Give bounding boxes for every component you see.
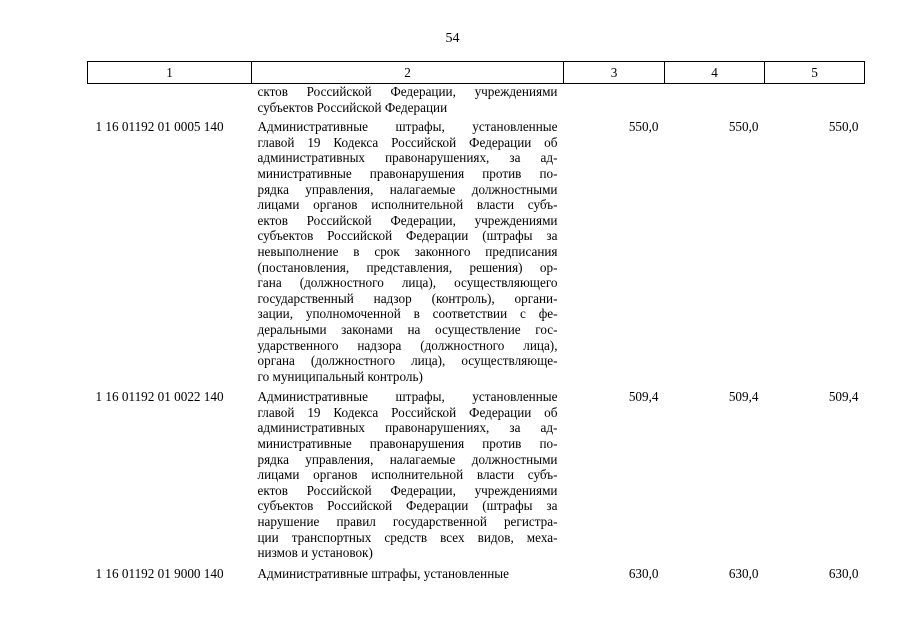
amount-column-5: 630,0: [828, 565, 859, 581]
column-header-3: 3: [564, 62, 665, 84]
description-line: ции транспортных средств всех видов, меха-: [257, 529, 558, 545]
column-header-1: 1: [88, 62, 252, 84]
page-number: 54: [445, 31, 460, 46]
description-line: невыполнение в срок законного предписания: [257, 243, 558, 259]
amount-column-5: 509,4: [828, 389, 859, 405]
description-line: низмов и установок): [257, 545, 373, 561]
description-line: нарушение правил государственной регистра-: [257, 514, 558, 530]
description-line: го муниципальный контроль): [257, 368, 423, 384]
description-line: зации, уполномоченной в соответствии с фе-: [257, 306, 558, 322]
description-line: деральными законами на осуществление гос-: [257, 321, 558, 337]
description-line: Административные штрафы, установленные: [257, 389, 558, 405]
description-line: субъектов Российской Федерации (штрафы за: [257, 228, 558, 244]
amount-column-4: 630,0: [728, 565, 759, 581]
table-row: [88, 562, 865, 583]
table-row: [88, 385, 865, 562]
description-line: административных правонарушениях, за ад-: [257, 150, 558, 166]
description-line: лицами органов исполнительной власти субъ-: [257, 197, 558, 213]
description-line: ектов Российской Федерации, учреждениями: [257, 482, 558, 498]
amount-column-3: 550,0: [628, 119, 659, 135]
description-line: ударственного надзора (должностного лица),: [257, 337, 558, 353]
description-line: сктов Российской Федерации, учреждениями: [257, 84, 558, 99]
description-line: министративные правонарушения против по-: [257, 165, 558, 181]
description-line: главой 19 Кодекса Российской Федерации об: [257, 404, 558, 420]
column-header-4: 4: [665, 62, 765, 84]
description-line: ектов Российской Федерации, учреждениями: [257, 212, 558, 228]
description-line: (постановления, представления, решения) ор-: [257, 259, 558, 275]
description-line: рядка управления, налагаемые должностными: [257, 181, 558, 197]
continuation-description: [252, 84, 564, 116]
description-line: рядка управления, налагаемые должностными: [257, 451, 558, 467]
description-line: Административные штрафы, установленные: [257, 119, 558, 135]
column-header-5: 5: [765, 62, 865, 84]
description-line: Административные штрафы, установленные: [257, 565, 509, 581]
description-line: гана (должностного лица), осуществляющего: [257, 275, 558, 291]
classification-code: 1 16 01192 01 0022 140: [95, 389, 224, 405]
table-row-continuation: [88, 84, 865, 116]
description-line: административных правонарушениях, за ад-: [257, 420, 558, 436]
amount-column-4: 550,0: [728, 119, 759, 135]
description-line: органа (должностного лица), осуществляюще-: [257, 353, 558, 369]
description-line: субъектов Российской Федерации: [257, 99, 448, 115]
table-header-row: [88, 62, 865, 84]
column-header-2: 2: [252, 62, 564, 84]
description-line: субъектов Российской Федерации (штрафы за: [257, 498, 558, 514]
description-line: главой 19 Кодекса Российской Федерации об: [257, 134, 558, 150]
amount-column-5: 550,0: [828, 119, 859, 135]
table-body: [88, 84, 865, 583]
row-description: [252, 562, 564, 583]
classification-code: 1 16 01192 01 0005 140: [95, 119, 224, 135]
classification-code: 1 16 01192 01 9000 140: [95, 565, 224, 581]
table-row: [88, 115, 865, 385]
description-line: государственный надзор (контроль), органи-: [257, 290, 558, 306]
description-line: лицами органов исполнительной власти субъ-: [257, 467, 558, 483]
budget-table: [87, 61, 865, 582]
amount-column-4: 509,4: [728, 389, 759, 405]
row-description: [252, 115, 564, 385]
row-description: [252, 385, 564, 562]
amount-column-3: 509,4: [628, 389, 659, 405]
description-line: министративные правонарушения против по-: [257, 436, 558, 452]
amount-column-3: 630,0: [628, 565, 659, 581]
